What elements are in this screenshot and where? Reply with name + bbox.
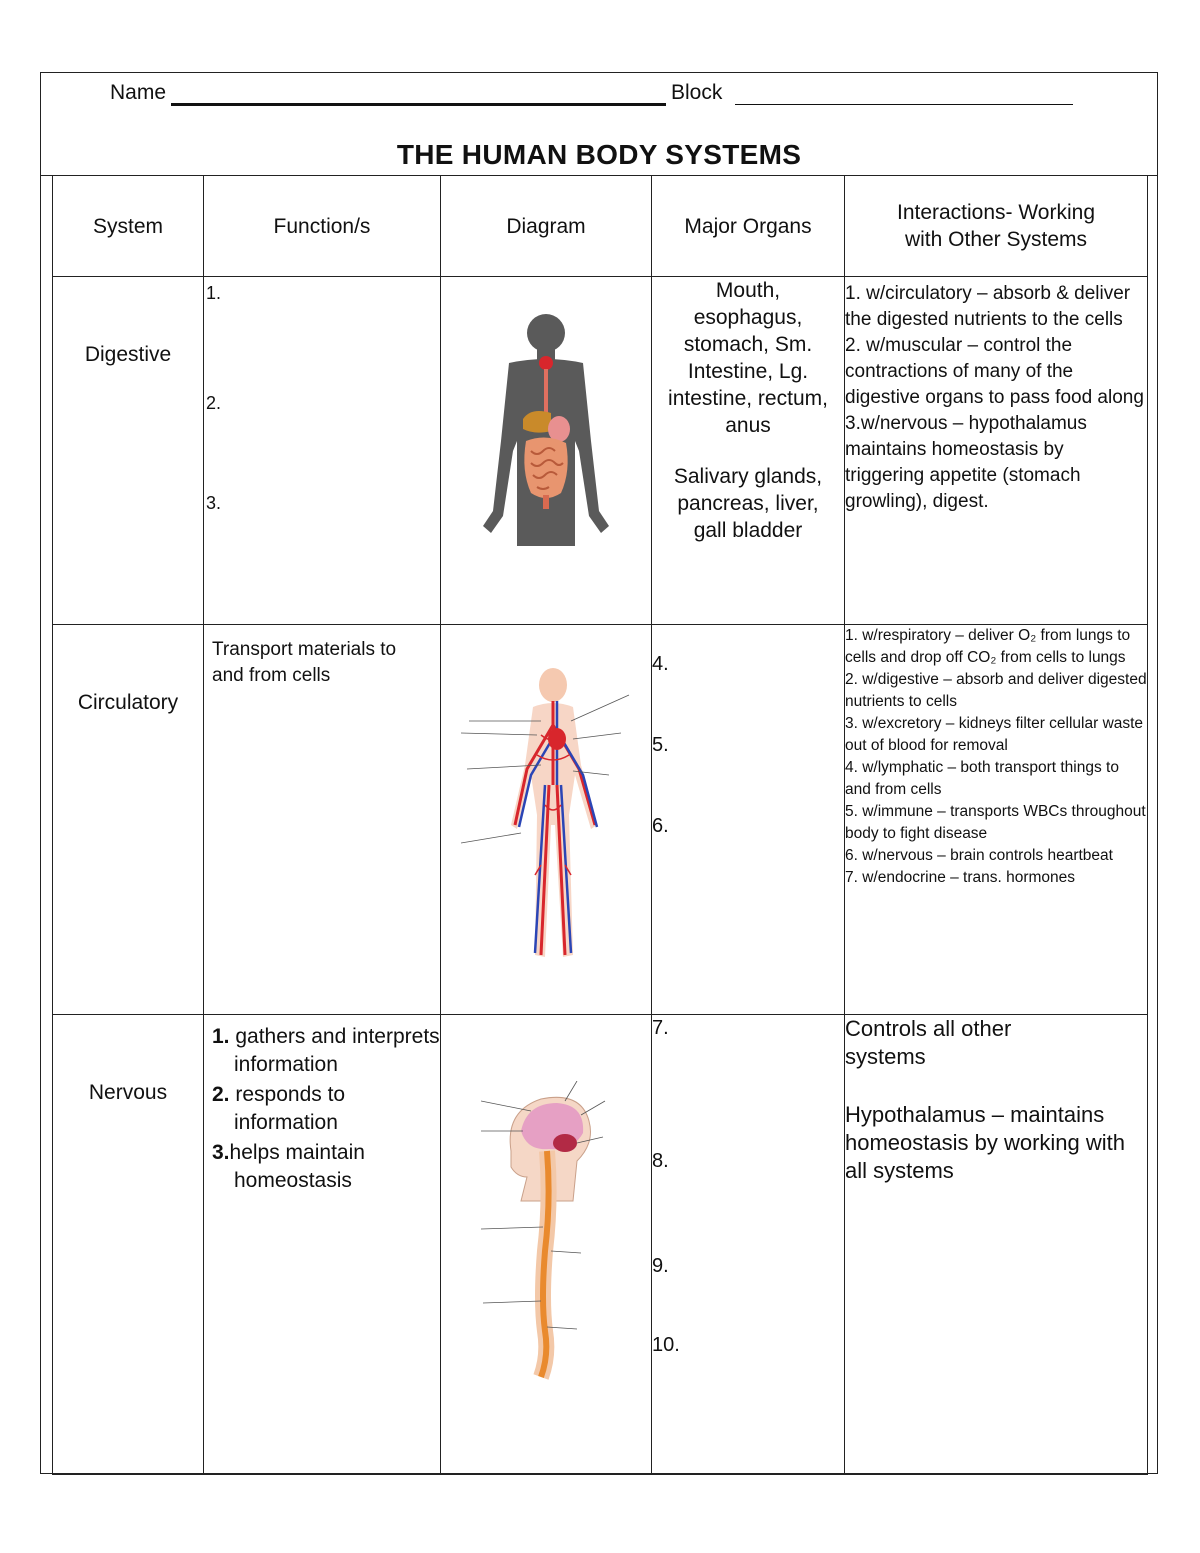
function-blank-3: 3.: [206, 493, 222, 513]
function-blank-1: 1.: [206, 283, 222, 303]
interactions-digestive: [845, 277, 1148, 625]
organ-blank-7: 7.: [652, 1017, 669, 1039]
interaction-item: 1. w/respiratory – deliver O₂ from lungs to cells and drop off CO₂ from cells to lungs: [845, 627, 1131, 666]
interaction-item: 6. w/nervous – brain controls heartbeat: [845, 847, 1113, 864]
col-header-diagram: Diagram: [441, 176, 652, 277]
interaction-item: 2. w/muscular – control the contractions of many of the digestive organs to pass food along: [845, 335, 1144, 408]
functions-nervous: [204, 1015, 441, 1475]
organs-nervous: [652, 1015, 845, 1475]
organ-blank-9: 9.: [652, 1255, 669, 1277]
system-name-circulatory: Circulatory: [53, 625, 204, 1015]
interaction-item: 4. w/lymphatic – both transport things to and from cells: [845, 759, 1119, 798]
worksheet-header: [41, 73, 1157, 176]
system-name-nervous: Nervous: [53, 1015, 204, 1475]
functions-circulatory[interactable]: [204, 625, 441, 1015]
diagram-circulatory: [441, 625, 652, 1015]
interaction-item: 3.w/nervous – hypothalamus maintains homeostasis by triggering appetite (stomach growling), digest.: [845, 413, 1087, 512]
interaction-item: 5. w/immune – transports WBCs throughout body to fight disease: [845, 803, 1146, 842]
interaction-item: 7. w/endocrine – trans. hormones: [845, 869, 1076, 886]
block-field-line[interactable]: [735, 104, 1073, 105]
organs-list-2: Salivary glands, pancreas, liver, gall bladder: [673, 465, 823, 542]
organs-list-1: Mouth, esophagus, stomach, Sm. Intestine, Lg. intestine, rectum, anus: [668, 279, 828, 437]
col-header-functions: Function/s: [204, 176, 441, 277]
organ-blank-8: 8.: [652, 1150, 669, 1172]
organ-blank-5: 5.: [652, 734, 669, 756]
page-title: THE HUMAN BODY SYSTEMS: [396, 139, 802, 170]
col-header-system: System: [53, 176, 204, 277]
diagram-digestive: [441, 277, 652, 625]
function-blank-2: 2.: [206, 393, 222, 413]
function-item: 3.helps maintain homeostasis: [212, 1141, 365, 1192]
interaction-item: 1. w/circulatory – absorb & deliver the digested nutrients to the cells: [845, 283, 1131, 330]
organ-blank-6: 6.: [652, 815, 669, 837]
interaction-item: Hypothalamus – maintains homeostasis by working with all systems: [845, 1102, 1126, 1183]
diagram-nervous: [441, 1015, 652, 1475]
col-header-interactions: Interactions- Working with Other Systems: [845, 176, 1148, 277]
col-header-organs: Major Organs: [652, 176, 845, 277]
body-systems-table: [52, 175, 1148, 1475]
nervous-system-figure: [481, 1081, 611, 1381]
name-label: Name: [110, 81, 167, 104]
organ-blank-10: 10.: [652, 1334, 680, 1356]
block-label: Block: [671, 81, 723, 104]
functions-digestive[interactable]: [204, 277, 441, 625]
table-header-row: [53, 176, 1148, 277]
function-item: 2. responds to information: [212, 1083, 346, 1134]
interaction-item: 2. w/digestive – absorb and deliver digested nutrients to cells: [845, 671, 1147, 710]
row-circulatory: [53, 625, 1148, 1015]
organs-circulatory: [652, 625, 845, 1015]
function-item: 1. gathers and interprets information: [212, 1025, 440, 1076]
circulatory-system-figure: [461, 665, 631, 965]
name-field-line[interactable]: [171, 103, 666, 106]
function-circulatory-text: Transport materials to and from cells: [212, 639, 397, 686]
interaction-item: Controls all other systems: [845, 1016, 1012, 1069]
interactions-circulatory: [845, 625, 1148, 1015]
digestive-system-figure: [471, 311, 621, 551]
interactions-nervous: [845, 1015, 1148, 1475]
row-digestive: [53, 277, 1148, 625]
organ-blank-4: 4.: [652, 653, 669, 675]
interaction-item: 3. w/excretory – kidneys filter cellular waste out of blood for removal: [845, 715, 1144, 754]
system-name-digestive: Digestive: [53, 277, 204, 625]
organs-digestive: [652, 277, 845, 625]
row-nervous: [53, 1015, 1148, 1475]
